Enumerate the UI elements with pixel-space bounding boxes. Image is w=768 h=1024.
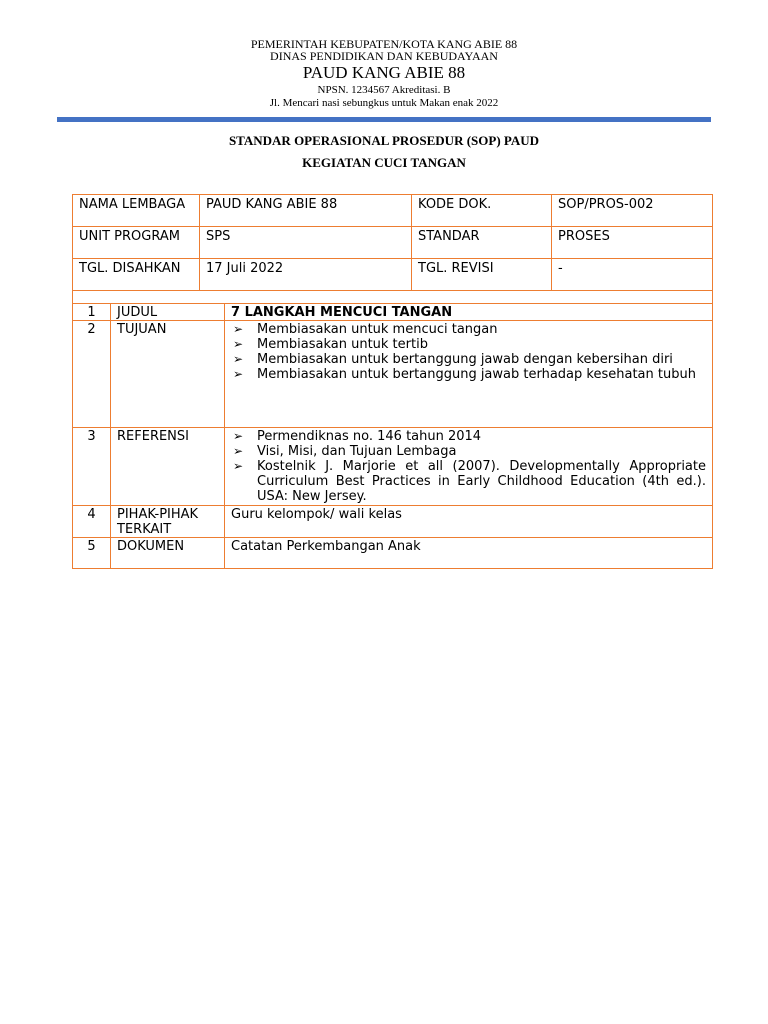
row-number: 2 <box>73 321 111 428</box>
sop-detail-table <box>72 303 713 569</box>
document-subtitle: KEGIATAN CUCI TANGAN <box>302 155 466 170</box>
list-item: ➢ Membiasakan untuk tertib <box>233 337 428 352</box>
meta-row <box>73 195 713 227</box>
list-item: ➢ Visi, Misi, dan Tujuan Lembaga <box>233 444 457 459</box>
spacer-cell <box>73 291 713 304</box>
meta-value: 17 Juli 2022 <box>200 259 412 291</box>
letterhead-department: DINAS PENDIDIKAN DAN KEBUDAYAAN <box>270 49 498 63</box>
arrow-bullet-icon: ➢ <box>233 337 244 351</box>
row-value-references <box>225 428 713 506</box>
row-number: 3 <box>73 428 111 506</box>
row-number: 4 <box>73 506 111 538</box>
arrow-bullet-icon: ➢ <box>233 352 244 366</box>
arrow-bullet-icon: ➢ <box>233 322 244 336</box>
row-label: REFERENSI <box>111 428 225 506</box>
meta-value: PROSES <box>552 227 713 259</box>
row-value-title: 7 LANGKAH MENCUCI TANGAN <box>225 304 713 321</box>
row-label: DOKUMEN <box>111 538 225 569</box>
meta-row <box>73 259 713 291</box>
meta-label: NAMA LEMBAGA <box>73 195 200 227</box>
table-row <box>73 538 713 569</box>
meta-spacer-row <box>73 291 713 304</box>
row-number: 1 <box>73 304 111 321</box>
table-row <box>73 304 713 321</box>
list-item: ➢ Membiasakan untuk mencuci tangan <box>233 322 498 337</box>
meta-value: SOP/PROS-002 <box>552 195 713 227</box>
meta-label: TGL. DISAHKAN <box>73 259 200 291</box>
row-value-parties: Guru kelompok/ wali kelas <box>225 506 713 538</box>
row-label: JUDUL <box>111 304 225 321</box>
list-item: ➢ Membiasakan untuk bertanggung jawab terhadap kesehatan tubuh <box>233 367 696 382</box>
row-label: PIHAK-PIHAK TERKAIT <box>111 506 225 538</box>
letterhead-address: Jl. Mencari nasi sebungkus untuk Makan enak 2022 <box>269 97 499 109</box>
row-value-goals <box>225 321 713 428</box>
letterhead-npsn: NPSN. 1234567 Akreditasi. B <box>317 84 451 96</box>
row-label: TUJUAN <box>111 321 225 428</box>
list-item: ➢ Membiasakan untuk bertanggung jawab dengan kebersihan diri <box>233 352 673 367</box>
arrow-bullet-icon: ➢ <box>233 459 244 473</box>
meta-label: STANDAR <box>412 227 552 259</box>
letterhead <box>0 38 768 110</box>
meta-row <box>73 227 713 259</box>
letterhead-government: PEMERINTAH KEBUPATEN/KOTA KANG ABIE 88 <box>250 37 518 51</box>
table-row <box>73 428 713 506</box>
meta-label: KODE DOK. <box>412 195 552 227</box>
arrow-bullet-icon: ➢ <box>233 367 244 381</box>
list-item: ➢ Permendiknas no. 146 tahun 2014 <box>233 429 482 444</box>
meta-value: - <box>552 259 713 291</box>
arrow-bullet-icon: ➢ <box>233 444 244 458</box>
row-value-documents: Catatan Perkembangan Anak <box>225 538 713 569</box>
table-row <box>73 321 713 428</box>
meta-label: UNIT PROGRAM <box>73 227 200 259</box>
meta-value: PAUD KANG ABIE 88 <box>200 195 412 227</box>
meta-label: TGL. REVISI <box>412 259 552 291</box>
document-meta-table <box>72 194 713 304</box>
row-number: 5 <box>73 538 111 569</box>
letterhead-school-name: PAUD KANG ABIE 88 <box>302 63 466 82</box>
letterhead-divider <box>57 117 711 122</box>
meta-value: SPS <box>200 227 412 259</box>
document-title: STANDAR OPERASIONAL PROSEDUR (SOP) PAUD <box>228 133 540 148</box>
arrow-bullet-icon: ➢ <box>233 429 244 443</box>
table-row <box>73 506 713 538</box>
goals-list <box>231 322 706 382</box>
references-list <box>231 429 706 504</box>
list-item: ➢ Kostelnik J. Marjorie et all (2007). Developmentally Appropriate Curriculum Best Practices in Early Childhood Education (4th ed.). USA: New Jersey. <box>233 459 706 504</box>
